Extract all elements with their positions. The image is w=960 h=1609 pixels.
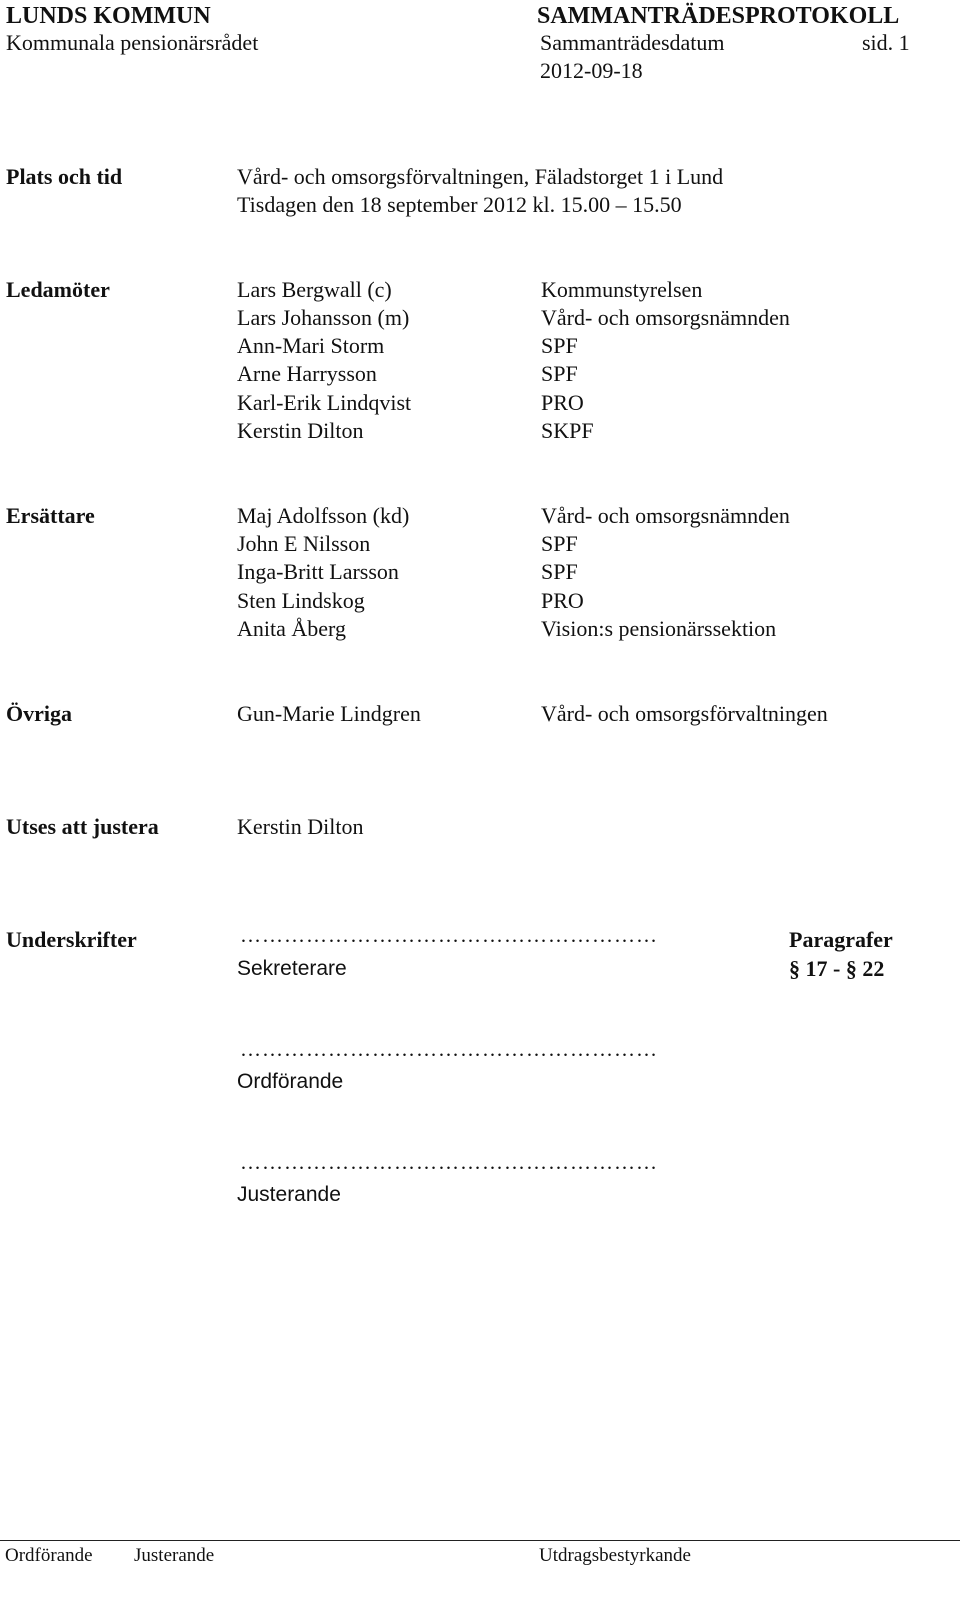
org-name: LUNDS KOMMUN [6, 3, 211, 29]
secretary-signature-line: ………………………………………………… [240, 923, 658, 947]
member-name: Karl-Erik Lindqvist [237, 390, 412, 415]
substitute-name: Sten Lindskog [237, 588, 365, 613]
chair-caption: Ordförande [237, 1070, 344, 1093]
paragraphs-value: § 17 - § 22 [789, 956, 885, 981]
member-name: Kerstin Dilton [237, 418, 364, 443]
document-type: SAMMANTRÄDESPROTOKOLL [537, 3, 900, 29]
substitute-name: John E Nilsson [237, 531, 371, 556]
meeting-date-label: Sammanträdesdatum [540, 30, 725, 55]
substitute-org: SPF [541, 531, 578, 556]
member-name: Lars Johansson (m) [237, 305, 410, 330]
member-name: Lars Bergwall (c) [237, 277, 392, 302]
member-name: Arne Harrysson [237, 361, 377, 386]
substitute-org: Vård- och omsorgsnämnden [541, 503, 790, 528]
place-line: Vård- och omsorgsförvaltningen, Fäladstorget 1 i Lund [237, 164, 724, 189]
substitutes-label: Ersättare [6, 503, 95, 528]
page-number: sid. 1 [862, 30, 910, 55]
member-org: SPF [541, 333, 578, 358]
secretary-caption: Sekreterare [237, 957, 347, 980]
footer-chair: Ordförande [5, 1545, 93, 1566]
others-label: Övriga [6, 701, 72, 726]
footer-divider [0, 1540, 960, 1541]
member-org: Vård- och omsorgsnämnden [541, 305, 790, 330]
members-label: Ledamöter [6, 277, 110, 302]
substitute-org: PRO [541, 588, 584, 613]
committee-name: Kommunala pensionärsrådet [6, 30, 259, 55]
paragraphs-label: Paragrafer [789, 927, 893, 952]
footer-extract-certification: Utdragsbestyrkande [539, 1545, 691, 1566]
member-org: Kommunstyrelsen [541, 277, 703, 302]
signatures-label: Underskrifter [6, 927, 137, 952]
other-name: Gun-Marie Lindgren [237, 701, 421, 726]
footer-adjuster: Justerande [134, 1545, 215, 1566]
member-name: Ann-Mari Storm [237, 333, 385, 358]
adjuster-signature-line: ………………………………………………… [240, 1150, 658, 1174]
adjuster-label: Utses att justera [6, 814, 159, 839]
substitute-name: Anita Åberg [237, 616, 346, 641]
chair-signature-line: ………………………………………………… [240, 1037, 658, 1061]
substitute-org: SPF [541, 559, 578, 584]
time-line: Tisdagen den 18 september 2012 kl. 15.00 – 15.50 [237, 192, 682, 217]
other-org: Vård- och omsorgsförvaltningen [541, 701, 828, 726]
substitute-name: Maj Adolfsson (kd) [237, 503, 410, 528]
substitute-name: Inga-Britt Larsson [237, 559, 399, 584]
substitute-org: Vision:s pensionärssektion [541, 616, 777, 641]
member-org: SPF [541, 361, 578, 386]
place-time-label: Plats och tid [6, 164, 123, 189]
adjuster-caption: Justerande [237, 1183, 341, 1206]
adjuster-name: Kerstin Dilton [237, 814, 364, 839]
meeting-date: 2012-09-18 [540, 58, 643, 83]
member-org: PRO [541, 390, 584, 415]
member-org: SKPF [541, 418, 594, 443]
